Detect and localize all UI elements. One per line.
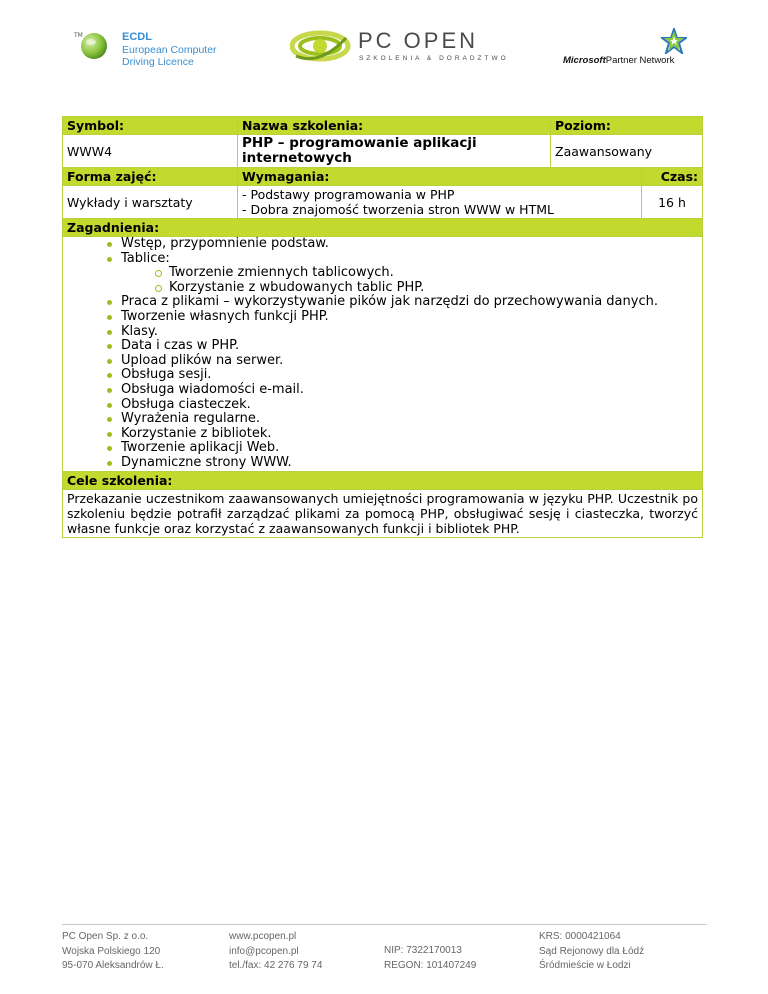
sub-list-item: Korzystanie z wbudowanych tablic PHP.	[169, 281, 698, 296]
footer-line: Wojska Polskiego 120	[62, 945, 161, 957]
list-item: Upload plików na serwer.	[121, 354, 698, 369]
microsoft-partner-logo	[563, 28, 703, 68]
topics-label: Zagadnienia:	[63, 219, 703, 237]
topics-cell	[63, 237, 703, 472]
sub-list-item: Tworzenie zmiennych tablicowych.	[169, 266, 698, 281]
footer-company	[62, 930, 164, 974]
list-item: Obsługa ciasteczek.	[121, 398, 698, 413]
ecdl-tm: TM	[74, 32, 83, 39]
footer-line: KRS: 0000421064	[539, 931, 621, 942]
footer-line: Sąd Rejonowy dla Łódź	[539, 945, 645, 957]
goal-label: Cele szkolenia:	[63, 471, 703, 489]
course-name-value: PHP – programowanie aplikacji internetowych	[238, 135, 551, 168]
list-item: Wstęp, przypomnienie podstaw.	[121, 237, 698, 252]
footer-line: PC Open Sp. z o.o.	[62, 931, 149, 942]
topics-list	[67, 237, 698, 471]
pcopen-tagline: SZKOLENIA & DORADZTWO	[359, 55, 509, 62]
list-item: Dynamiczne strony WWW.	[121, 456, 698, 471]
footer-email[interactable]: info@pcopen.pl	[229, 945, 299, 957]
list-item: Wyrażenia regularne.	[121, 412, 698, 427]
pcopen-logo	[290, 26, 509, 66]
ecdl-title: ECDL	[122, 31, 152, 43]
list-item	[121, 252, 698, 296]
footer-phone: tel./fax: 42 276 79 74	[229, 960, 323, 971]
footer-contact	[229, 930, 322, 974]
time-value: 16 h	[642, 186, 703, 219]
level-label: Poziom:	[551, 117, 703, 135]
list-item: Praca z plikami – wykorzystywanie pików jak narzędzi do przechowywania danych.	[121, 295, 698, 310]
list-item-label: Tablice:	[121, 250, 170, 266]
footer-line: NIP: 7322170013	[384, 945, 462, 956]
pcopen-swirl-icon	[290, 26, 352, 66]
form-label: Forma zajęć:	[63, 168, 238, 186]
level-value: Zaawansowany	[551, 135, 703, 168]
list-item: Korzystanie z bibliotek.	[121, 427, 698, 442]
footer-divider	[62, 924, 707, 925]
footer-registry	[539, 930, 644, 974]
footer-tax	[384, 944, 476, 973]
list-item: Obsługa wiadomości e-mail.	[121, 383, 698, 398]
goal-text: Przekazanie uczestnikom zaawansowanych umiejętności programowania w języku PHP. Uczestnik po szkoleniu będzie potrafił zarządzać plikami za pomocą PHP, obsługiwać sesję i ciasteczka, tworzyć własne funkcje oraz korzystać z zaawansowanych funkcji i bibliotek PHP.	[63, 489, 703, 537]
footer-line: Śródmieście w Łodzi	[539, 960, 631, 971]
list-item: Tworzenie własnych funkcji PHP.	[121, 310, 698, 325]
partner-star-icon	[661, 28, 687, 54]
requirements-list	[238, 186, 642, 219]
symbol-value: WWW4	[63, 135, 238, 168]
ecdl-logo	[62, 28, 222, 68]
ecdl-line3: Driving Licence	[122, 56, 194, 68]
requirements-label: Wymagania:	[238, 168, 642, 186]
footer-website[interactable]: www.pcopen.pl	[229, 931, 297, 942]
requirement-item: - Podstawy programowania w PHP	[242, 187, 455, 202]
ecdl-globe-icon	[80, 32, 108, 60]
ecdl-line2: European Computer	[122, 44, 217, 56]
microsoft-brand: Microsoft	[563, 55, 606, 66]
requirement-item: - Dobra znajomość tworzenia stron WWW w HTML	[242, 202, 554, 217]
footer-line: 95-070 Aleksandrów Ł.	[62, 960, 164, 971]
time-label: Czas:	[642, 168, 703, 186]
form-value: Wykłady i warsztaty	[63, 186, 238, 219]
list-item: Klasy.	[121, 325, 698, 340]
symbol-label: Symbol:	[63, 117, 238, 135]
footer-line: REGON: 101407249	[384, 959, 477, 971]
list-item: Data i czas w PHP.	[121, 339, 698, 354]
list-item: Tworzenie aplikacji Web.	[121, 441, 698, 456]
list-item: Obsługa sesji.	[121, 368, 698, 383]
subtopics-list	[121, 266, 698, 295]
partner-text	[563, 55, 674, 66]
course-name-label: Nazwa szkolenia:	[238, 117, 551, 135]
partner-network: Partner Network	[605, 55, 675, 66]
course-table	[62, 116, 703, 538]
pcopen-name: PC OPEN	[358, 28, 479, 53]
